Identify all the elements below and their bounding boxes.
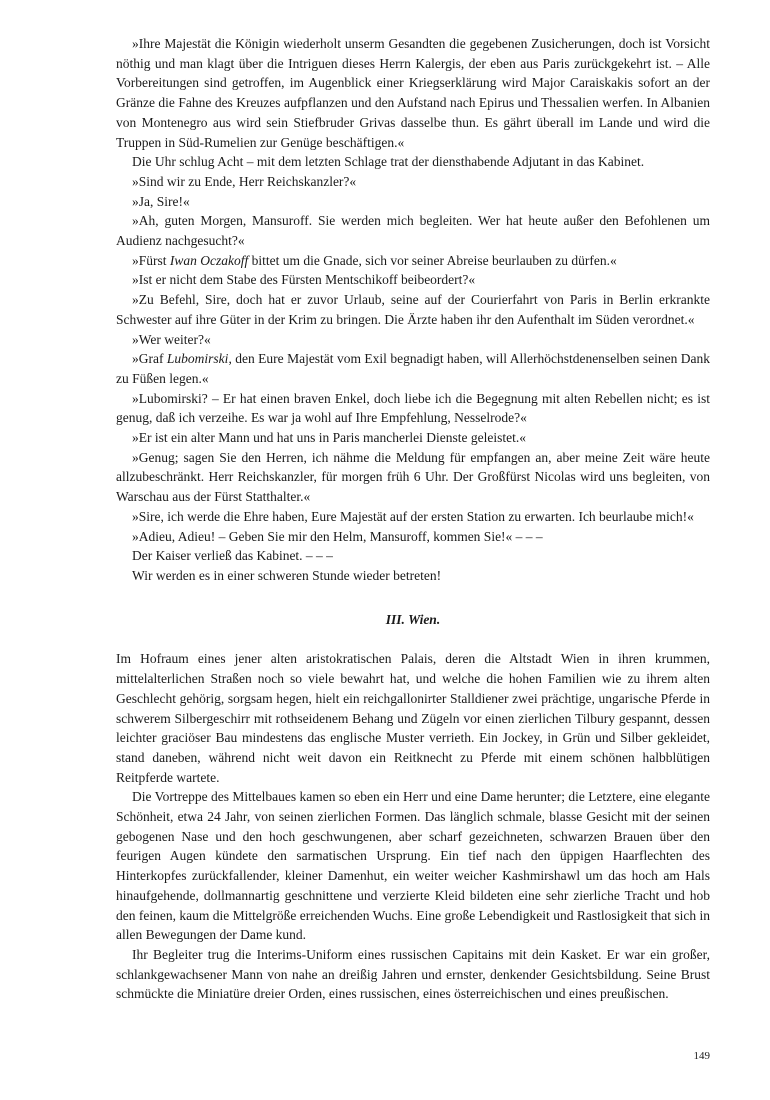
paragraph — [116, 251, 710, 271]
text-run: bittet um die Gnade, sich vor seiner Abreise beurlauben zu dürfen.« — [248, 252, 617, 268]
paragraph: »Zu Befehl, Sire, doch hat er zuvor Urlaub, seine auf der Courierfahrt von Paris in Berlin erkrankte Schwester auf ihre Güter in der Krim zu bringen. Die Ärzte haben ihr den Aufenthalt im Süden verordnet.« — [116, 292, 710, 327]
paragraph: »Ah, guten Morgen, Mansuroff. Sie werden mich begleiten. Wer hat heute außer den Befohlenen um Audienz nachgesucht?« — [116, 213, 710, 249]
text-run: »Fürst — [132, 252, 170, 268]
text-run: »Graf — [132, 351, 167, 367]
paragraph: »Lubomirski? – Er hat einen braven Enkel, doch liebe ich die Begegnung mit alten Rebellen nicht; es ist genug, daß ich verzeihe. Es war ja wohl auf Ihre Empfehlung, Nesselrode?« — [116, 390, 710, 426]
paragraph: »Genug; sagen Sie den Herren, ich nähme die Meldung für empfangen an, aber meine Zeit wäre heute allzubeschränkt. Herr Reichskanzler, für morgen früh 6 Uhr. Der Großfürst Nicolas wird uns begleiten, von Warschau aus der Fürst Statthalter.« — [116, 449, 710, 505]
paragraph: »Ja, Sire!« — [132, 193, 190, 209]
paragraph: »Wer weiter?« — [132, 331, 211, 347]
paragraph: Die Vortreppe des Mittelbaues kamen so eben ein Herr und eine Dame herunter; die Letztere, eine elegante Schönheit, etwa 24 Jahr, von seinen zierlichen Formen. Das länglich schmale, blasse Gesicht mit der seinen gebogenen Nase und den hoch geschwungenen, aber scharf gezeichneten, schwarzen Brauen über den feurigen Augen kündete den sarmatischen Ursprung. Ein tief nach den üppigen Haarflechten des Hinterkopfes zurückfallender, kleiner Damenhut, ein weiter weicher Kashmirshawl um das hoch am Hals hinaufgehende, dollmannartig geschnittene und verzierte Kleid bildeten eine sehr zierliche Tracht und hob den feinen, kaum die Mittelgröße erreichenden Wuchs. Eine große Lebendigkeit und Rastlosigkeit that sich in allen Bewegungen der Dame kund. — [116, 789, 710, 943]
paragraph: Im Hofraum eines jener alten aristokratischen Palais, deren die Altstadt Wien in ihren krummen, mittelalterlichen Straßen noch so viele bewahrt hat, und welche die hohen Familien wie zu ihrem alten Geschlecht gehörig, sorgsam hegen, hielt ein reichgallonirter Stalldiener zwei prächtige, ungarische Pferde in schwerem Silbergeschirr mit rothseidenem Behang und Zügeln vor einen zierlichen Tilbury gespannt, dessen leichter graciöser Bau mindestens das englische Muster verrieth. Ein Jockey, in Grün und Silber gekleidet, stand daneben, während nicht weit davon ein Reitknecht zu Pferde mit einem schönen halbblütigen Reitpferde wartete. — [116, 651, 710, 785]
paragraph: Die Uhr schlug Acht – mit dem letzten Schlage trat der diensthabende Adjutant in das Kabinet. — [132, 154, 645, 170]
paragraph: Wir werden es in einer schweren Stunde wieder betreten! — [132, 567, 442, 583]
paragraph: »Er ist ein alter Mann und hat uns in Paris mancherlei Dienste geleistet.« — [132, 430, 527, 446]
paragraph: »Ihre Majestät die Königin wiederholt unserm Gesandten die gegebenen Zusicherungen, doch ist Vorsicht nöthig und man klagt über die Intriguen dieses Herrn Kalergis, der eben aus Paris zurückgekehrt ist. – Alle Vorbereitungen sind getroffen, im Augenblick einer Kriegserklärung wird Major Caraiskakis sofort an der Gränze die Fahne des Kreuzes aufpflanzen und den Aufstand nach Epirus und Thessalien werfen. In Albanien von Montenegro aus wird sein Stiefbruder Grivas dasselbe thun. Es gährt überall im Lande und wird die Truppen in Süd-Rumelien zur Genüge beschäftigen.« — [116, 36, 710, 150]
person-name: Iwan Oczakoff — [169, 252, 249, 268]
paragraph: Ihr Begleiter trug die Interims-Uniform eines russischen Capitains mit dein Kasket. Er war ein großer, schlankgewachsener Mann von nahe an dreißig Jahren und ernster, denkender Gesichtsbildung. Seine Brust schmückte die Miniatüre dreier Orden, eines russischen, eines österreichischen und eines preußischen. — [116, 946, 710, 1002]
page-number: 149 — [693, 1050, 710, 1062]
paragraph: »Sire, ich werde die Ehre haben, Eure Majestät auf der ersten Station zu erwarten. Ich beurlaube mich!« — [132, 508, 694, 524]
paragraph: Der Kaiser verließ das Kabinet. – – – — [132, 548, 333, 564]
paragraph: »Ist er nicht dem Stabe des Fürsten Mentschikoff beibeordert?« — [132, 272, 476, 288]
person-name: Lubomirski — [166, 351, 229, 367]
section-heading: III. Wien. — [385, 611, 441, 627]
page-body — [116, 34, 710, 1004]
paragraph: »Sind wir zu Ende, Herr Reichskanzler?« — [132, 173, 357, 189]
text-run: , den Eure Majestät vom Exil begnadigt haben, will Allerhöchstdenenselben seinen Dank zu Füßen legen.« — [116, 351, 711, 386]
paragraph — [116, 349, 710, 388]
paragraph: »Adieu, Adieu! – Geben Sie mir den Helm, Mansuroff, kommen Sie!« – – – — [132, 528, 543, 544]
